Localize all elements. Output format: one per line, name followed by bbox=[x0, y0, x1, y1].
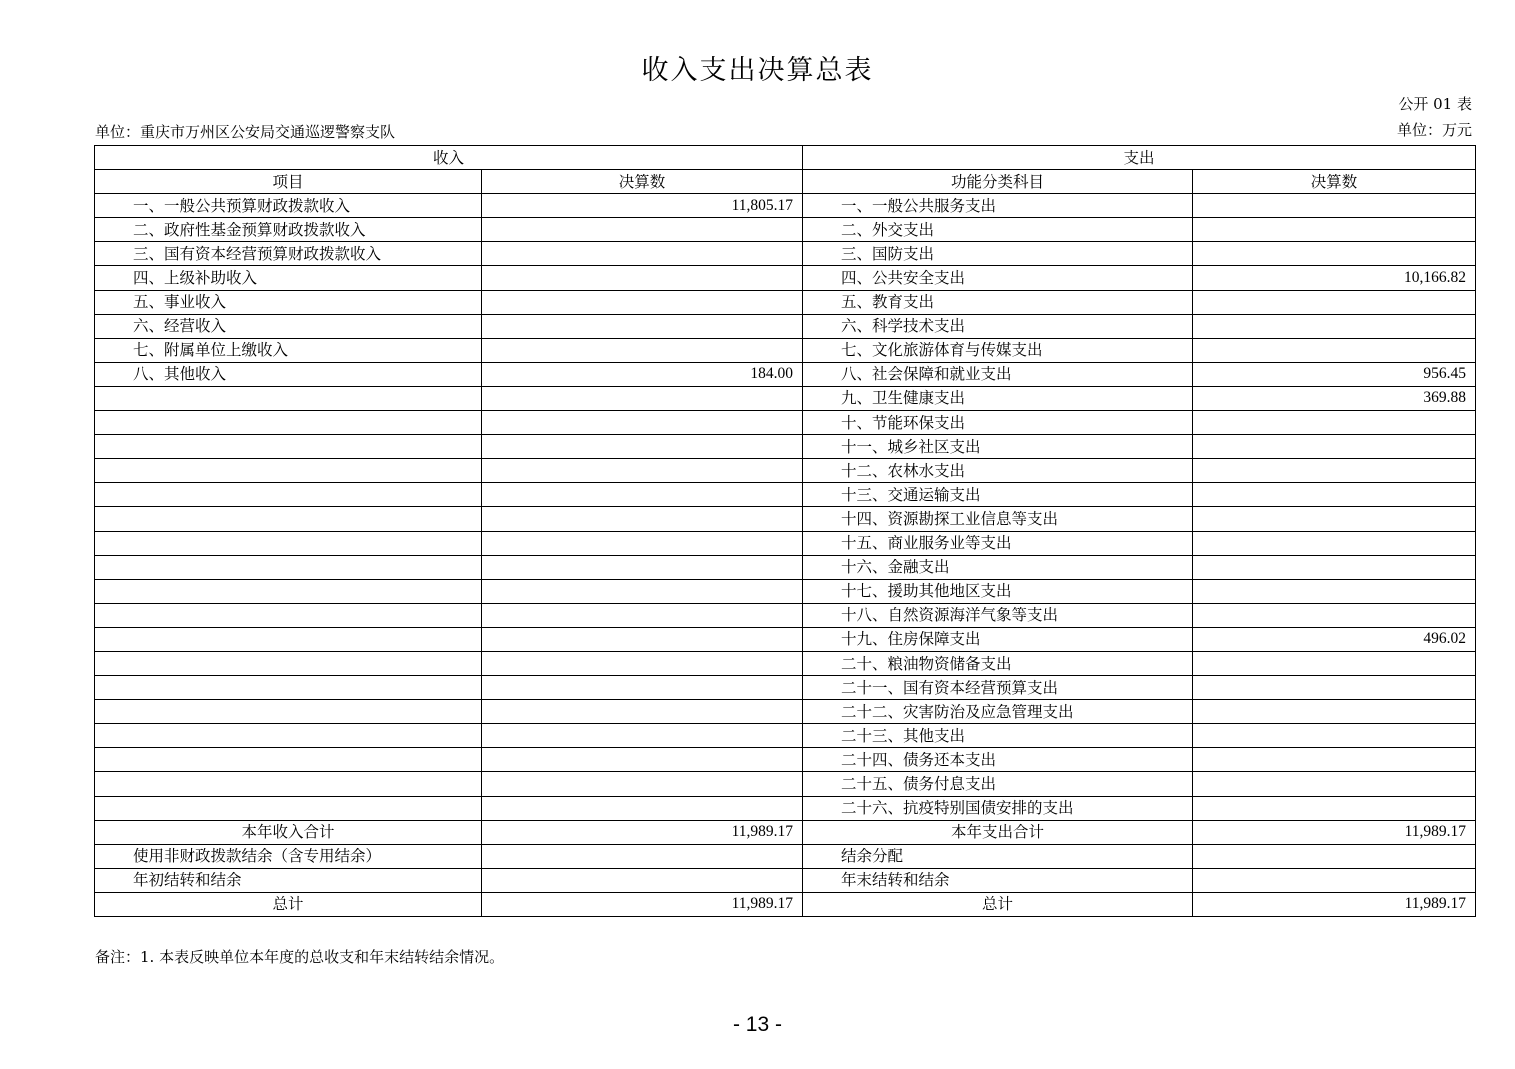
expense-item: 十六、金融支出 bbox=[803, 555, 1193, 579]
expense-amount bbox=[1193, 748, 1476, 772]
carry-over-row bbox=[95, 868, 1476, 892]
footnote: 备注：1. 本表反映单位本年度的总收支和年末结转结余情况。 bbox=[95, 948, 505, 966]
expense-item: 二十三、其他支出 bbox=[803, 724, 1193, 748]
column-header-amount: 决算数 bbox=[482, 170, 803, 194]
income-amount bbox=[482, 651, 803, 675]
income-amount bbox=[482, 242, 803, 266]
table-row bbox=[95, 772, 1476, 796]
expense-item: 二十六、抗疫特别国债安排的支出 bbox=[803, 796, 1193, 820]
expense-item: 十八、自然资源海洋气象等支出 bbox=[803, 603, 1193, 627]
income-amount bbox=[482, 314, 803, 338]
non-fiscal-label: 使用非财政拨款结余（含专用结余） bbox=[95, 844, 482, 868]
income-item bbox=[95, 411, 482, 435]
grand-income-value: 11,989.17 bbox=[482, 892, 803, 916]
income-amount bbox=[482, 483, 803, 507]
expense-amount bbox=[1193, 676, 1476, 700]
income-amount bbox=[482, 627, 803, 651]
expense-amount: 956.45 bbox=[1193, 362, 1476, 386]
income-item: 六、经营收入 bbox=[95, 314, 482, 338]
expense-amount bbox=[1193, 651, 1476, 675]
income-item: 二、政府性基金预算财政拨款收入 bbox=[95, 218, 482, 242]
expense-total-value: 11,989.17 bbox=[1193, 820, 1476, 844]
expense-item: 二十二、灾害防治及应急管理支出 bbox=[803, 700, 1193, 724]
grand-income-label: 总计 bbox=[95, 892, 482, 916]
table-row bbox=[95, 218, 1476, 242]
table-row bbox=[95, 579, 1476, 603]
currency-unit: 单位：万元 bbox=[1396, 121, 1472, 139]
income-item bbox=[95, 603, 482, 627]
grand-total-row bbox=[95, 892, 1476, 916]
expense-item: 三、国防支出 bbox=[803, 242, 1193, 266]
table-row bbox=[95, 531, 1476, 555]
income-amount bbox=[482, 386, 803, 410]
expense-item: 十、节能环保支出 bbox=[803, 411, 1193, 435]
income-amount bbox=[482, 603, 803, 627]
table-row bbox=[95, 314, 1476, 338]
form-number: 公开 01 表 bbox=[1398, 95, 1472, 113]
income-item bbox=[95, 651, 482, 675]
income-item bbox=[95, 627, 482, 651]
income-item bbox=[95, 772, 482, 796]
income-amount: 11,805.17 bbox=[482, 194, 803, 218]
end-carry-label: 年末结转和结余 bbox=[803, 868, 1193, 892]
expense-item: 九、卫生健康支出 bbox=[803, 386, 1193, 410]
income-amount bbox=[482, 266, 803, 290]
column-header-func-class: 功能分类科目 bbox=[803, 170, 1193, 194]
table-row bbox=[95, 627, 1476, 651]
expense-amount bbox=[1193, 603, 1476, 627]
income-item bbox=[95, 555, 482, 579]
expense-amount bbox=[1193, 700, 1476, 724]
expense-item: 十三、交通运输支出 bbox=[803, 483, 1193, 507]
table-row bbox=[95, 651, 1476, 675]
expense-amount bbox=[1193, 242, 1476, 266]
annual-total-row bbox=[95, 820, 1476, 844]
expense-item: 八、社会保障和就业支出 bbox=[803, 362, 1193, 386]
table-row bbox=[95, 555, 1476, 579]
expense-item: 一、一般公共服务支出 bbox=[803, 194, 1193, 218]
income-item bbox=[95, 579, 482, 603]
expense-amount bbox=[1193, 579, 1476, 603]
income-amount bbox=[482, 290, 803, 314]
income-item: 一、一般公共预算财政拨款收入 bbox=[95, 194, 482, 218]
expense-item: 二十、粮油物资储备支出 bbox=[803, 651, 1193, 675]
income-amount bbox=[482, 772, 803, 796]
expense-item: 二、外交支出 bbox=[803, 218, 1193, 242]
expense-amount bbox=[1193, 507, 1476, 531]
income-amount bbox=[482, 507, 803, 531]
table-row bbox=[95, 483, 1476, 507]
begin-carry-value bbox=[482, 868, 803, 892]
expense-item: 二十一、国有资本经营预算支出 bbox=[803, 676, 1193, 700]
expense-amount bbox=[1193, 314, 1476, 338]
section-header-row bbox=[95, 146, 1476, 170]
expense-item: 二十五、债务付息支出 bbox=[803, 772, 1193, 796]
expense-item: 二十四、债务还本支出 bbox=[803, 748, 1193, 772]
table-row bbox=[95, 194, 1476, 218]
expense-total-label: 本年支出合计 bbox=[803, 820, 1193, 844]
income-amount bbox=[482, 338, 803, 362]
income-amount bbox=[482, 459, 803, 483]
income-amount bbox=[482, 411, 803, 435]
income-item bbox=[95, 459, 482, 483]
table-row bbox=[95, 748, 1476, 772]
expense-amount: 369.88 bbox=[1193, 386, 1476, 410]
income-amount bbox=[482, 555, 803, 579]
income-item: 四、上级补助收入 bbox=[95, 266, 482, 290]
income-total-label: 本年收入合计 bbox=[95, 820, 482, 844]
table-row bbox=[95, 700, 1476, 724]
income-amount bbox=[482, 531, 803, 555]
expense-amount bbox=[1193, 724, 1476, 748]
grand-expense-value: 11,989.17 bbox=[1193, 892, 1476, 916]
expense-amount bbox=[1193, 772, 1476, 796]
expense-amount bbox=[1193, 411, 1476, 435]
table-row bbox=[95, 724, 1476, 748]
income-item bbox=[95, 531, 482, 555]
income-item bbox=[95, 748, 482, 772]
income-expense-table bbox=[94, 145, 1476, 917]
expense-item: 十二、农林水支出 bbox=[803, 459, 1193, 483]
expense-item: 七、文化旅游体育与传媒支出 bbox=[803, 338, 1193, 362]
expense-amount bbox=[1193, 531, 1476, 555]
expense-amount: 10,166.82 bbox=[1193, 266, 1476, 290]
expense-amount bbox=[1193, 435, 1476, 459]
table-row bbox=[95, 338, 1476, 362]
begin-carry-label: 年初结转和结余 bbox=[95, 868, 482, 892]
table-row bbox=[95, 362, 1476, 386]
income-item bbox=[95, 700, 482, 724]
income-item bbox=[95, 676, 482, 700]
table-row bbox=[95, 603, 1476, 627]
income-amount bbox=[482, 435, 803, 459]
income-item bbox=[95, 507, 482, 531]
table-row bbox=[95, 459, 1476, 483]
income-section-header: 收入 bbox=[95, 146, 803, 170]
income-item: 七、附属单位上缴收入 bbox=[95, 338, 482, 362]
grand-expense-label: 总计 bbox=[803, 892, 1193, 916]
page-title: 收入支出决算总表 bbox=[641, 55, 874, 86]
non-fiscal-value bbox=[482, 844, 803, 868]
table-row bbox=[95, 435, 1476, 459]
income-item: 五、事业收入 bbox=[95, 290, 482, 314]
income-amount: 184.00 bbox=[482, 362, 803, 386]
expense-amount bbox=[1193, 796, 1476, 820]
table-row bbox=[95, 242, 1476, 266]
income-amount bbox=[482, 796, 803, 820]
expense-item: 十四、资源勘探工业信息等支出 bbox=[803, 507, 1193, 531]
income-amount bbox=[482, 218, 803, 242]
organization-unit: 单位：重庆市万州区公安局交通巡逻警察支队 bbox=[95, 123, 396, 141]
expense-amount bbox=[1193, 483, 1476, 507]
income-amount bbox=[482, 748, 803, 772]
end-carry-value bbox=[1193, 868, 1476, 892]
page-number: - 13 - bbox=[732, 1013, 782, 1036]
expense-amount: 496.02 bbox=[1193, 627, 1476, 651]
expense-amount bbox=[1193, 338, 1476, 362]
table-row bbox=[95, 676, 1476, 700]
expense-item: 四、公共安全支出 bbox=[803, 266, 1193, 290]
income-item bbox=[95, 483, 482, 507]
expense-amount bbox=[1193, 459, 1476, 483]
expense-item: 十五、商业服务业等支出 bbox=[803, 531, 1193, 555]
expense-amount bbox=[1193, 555, 1476, 579]
income-amount bbox=[482, 676, 803, 700]
income-amount bbox=[482, 724, 803, 748]
surplus-distribution-label: 结余分配 bbox=[803, 844, 1193, 868]
non-fiscal-row bbox=[95, 844, 1476, 868]
surplus-distribution-value bbox=[1193, 844, 1476, 868]
column-header-item: 项目 bbox=[95, 170, 482, 194]
expense-item: 十九、住房保障支出 bbox=[803, 627, 1193, 651]
table-row bbox=[95, 411, 1476, 435]
expense-amount bbox=[1193, 194, 1476, 218]
expense-amount bbox=[1193, 218, 1476, 242]
income-item bbox=[95, 435, 482, 459]
income-item bbox=[95, 724, 482, 748]
income-item bbox=[95, 386, 482, 410]
expense-item: 六、科学技术支出 bbox=[803, 314, 1193, 338]
expense-item: 五、教育支出 bbox=[803, 290, 1193, 314]
income-item: 八、其他收入 bbox=[95, 362, 482, 386]
column-header-row bbox=[95, 170, 1476, 194]
expense-item: 十七、援助其他地区支出 bbox=[803, 579, 1193, 603]
expense-amount bbox=[1193, 290, 1476, 314]
expense-section-header: 支出 bbox=[803, 146, 1476, 170]
income-total-value: 11,989.17 bbox=[482, 820, 803, 844]
table-row bbox=[95, 266, 1476, 290]
column-header-amount-expense: 决算数 bbox=[1193, 170, 1476, 194]
income-item bbox=[95, 796, 482, 820]
table-row bbox=[95, 290, 1476, 314]
table-row bbox=[95, 796, 1476, 820]
table-row bbox=[95, 386, 1476, 410]
table-row bbox=[95, 507, 1476, 531]
income-item: 三、国有资本经营预算财政拨款收入 bbox=[95, 242, 482, 266]
expense-item: 十一、城乡社区支出 bbox=[803, 435, 1193, 459]
income-amount bbox=[482, 700, 803, 724]
income-amount bbox=[482, 579, 803, 603]
